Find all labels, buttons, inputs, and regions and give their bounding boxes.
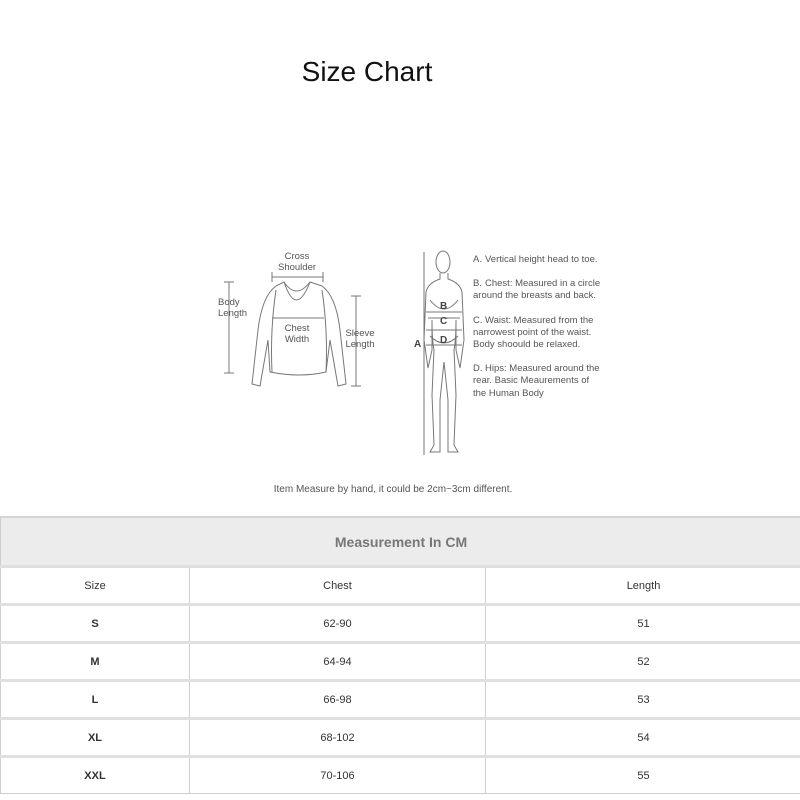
measure-disclaimer: Item Measure by hand, it could be 2cm~3cm different. — [273, 484, 513, 495]
chest-cell: 64-94 — [190, 643, 486, 681]
chest-cell: 66-98 — [190, 681, 486, 719]
note-a: A. Vertical height head to toe. — [473, 254, 598, 265]
marker-c: C — [440, 316, 448, 327]
marker-d: D — [440, 335, 448, 346]
table-row — [1, 605, 800, 643]
note-d: D. Hips: Measured around the rear. Basic Meaurements of the Human Body — [473, 363, 600, 399]
marker-b: B — [440, 301, 448, 312]
measurement-notes — [473, 254, 603, 412]
table-row — [1, 643, 800, 681]
chest-cell: 68-102 — [190, 719, 486, 757]
page-title: Size Chart — [301, 56, 433, 87]
sleeve-length-label: Sleeve Length — [345, 328, 375, 350]
table-heading-row — [1, 517, 800, 567]
size-cell: XL — [1, 719, 190, 757]
size-cell: XXL — [1, 757, 190, 794]
table-column-headers — [1, 567, 800, 605]
table-row — [1, 719, 800, 757]
marker-a: A — [414, 339, 422, 350]
length-cell: 54 — [486, 719, 800, 757]
body-outline — [424, 273, 464, 452]
cross-shoulder-label: Cross Shoulder — [277, 251, 317, 273]
size-cell: L — [1, 681, 190, 719]
body-length-label: Body Length — [218, 297, 248, 319]
table-row — [1, 681, 800, 719]
chest-cell: 70-106 — [190, 757, 486, 794]
length-cell: 52 — [486, 643, 800, 681]
chest-cell: 62-90 — [190, 605, 486, 643]
length-cell: 53 — [486, 681, 800, 719]
body-head — [436, 251, 450, 273]
column-header-size: Size — [1, 567, 190, 605]
column-header-chest: Chest — [190, 567, 486, 605]
chest-width-label: Chest Width — [284, 323, 310, 345]
column-header-length: Length — [486, 567, 800, 605]
length-cell: 51 — [486, 605, 800, 643]
table-row — [1, 757, 800, 794]
size-table — [0, 516, 800, 794]
size-cell: M — [1, 643, 190, 681]
table-heading: Measurement In CM — [1, 517, 800, 567]
note-b: B. Chest: Measured in a circle around the breasts and back. — [473, 278, 601, 302]
note-c: C. Waist: Measured from the narrowest point of the waist. Body shoould be relaxed. — [473, 314, 594, 351]
length-cell: 55 — [486, 757, 800, 794]
size-cell: S — [1, 605, 190, 643]
